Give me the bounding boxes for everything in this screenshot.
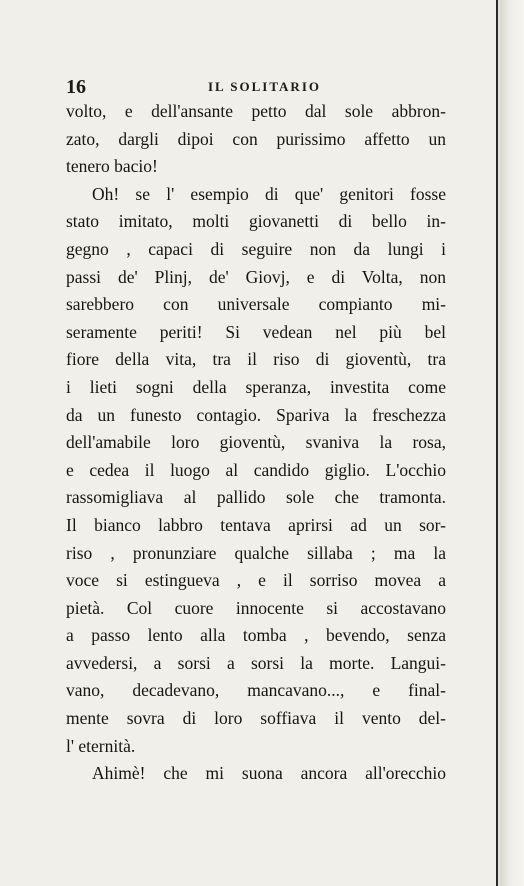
- text-line: e cedea il luogo al candido giglio. L'occhio: [66, 459, 446, 480]
- text-line: sarebbero con universale compianto mi-: [66, 294, 446, 315]
- text-line: dell'amabile loro gioventù, svaniva la rosa,: [66, 432, 446, 453]
- body-text: [66, 98, 446, 788]
- page-header: [66, 76, 446, 98]
- running-head: IL SOLITARIO: [208, 79, 321, 94]
- text-line: da un funesto contagio. Spariva la freschezza: [66, 404, 446, 425]
- text-line: a passo lento alla tomba , bevendo, senza: [66, 625, 446, 646]
- text-line: gegno , capaci di seguire non da lungi i: [66, 238, 446, 259]
- text-line: voce si estingueva , e il sorriso movea a: [66, 570, 446, 591]
- text-line: rassomigliava al pallido sole che tramonta.: [66, 487, 446, 508]
- text-line: l' eternità.: [66, 735, 136, 756]
- text-line: passi de' Plinj, de' Giovj, e di Volta, non: [66, 266, 446, 287]
- text-line: tenero bacio!: [66, 156, 158, 177]
- text-line: seramente periti! Si vedean nel più bel: [66, 321, 446, 342]
- page-edge: [500, 0, 524, 886]
- text-line: i lieti sogni della speranza, investita come: [66, 376, 446, 397]
- text-line: riso , pronunziare qualche sillaba ; ma la: [66, 542, 446, 563]
- text-line: fiore della vita, tra il riso di gioventù, tra: [66, 349, 446, 370]
- text-line: mente sovra di loro soffiava il vento del-: [66, 708, 446, 729]
- text-line: volto, e dell'ansante petto dal sole abbron-: [66, 101, 446, 121]
- text-line: pietà. Col cuore innocente si accostavano: [66, 597, 446, 618]
- text-line: stato imitato, molti giovanetti di bello in-: [66, 211, 446, 232]
- text-line: Ahimè! che mi suona ancora all'orecchio: [92, 763, 446, 784]
- text-line: Oh! se l' esempio di que' genitori fosse: [92, 183, 446, 204]
- text-line: Il bianco labbro tentava aprirsi ad un sor-: [66, 514, 446, 535]
- text-line: zato, dargli dipoi con purissimo affetto un: [66, 128, 446, 149]
- text-line: avvedersi, a sorsi a sorsi la morte. Langui-: [66, 652, 446, 673]
- text-line: vano, decadevano, mancavano..., e final-: [66, 680, 446, 701]
- page-number: 16: [66, 76, 86, 98]
